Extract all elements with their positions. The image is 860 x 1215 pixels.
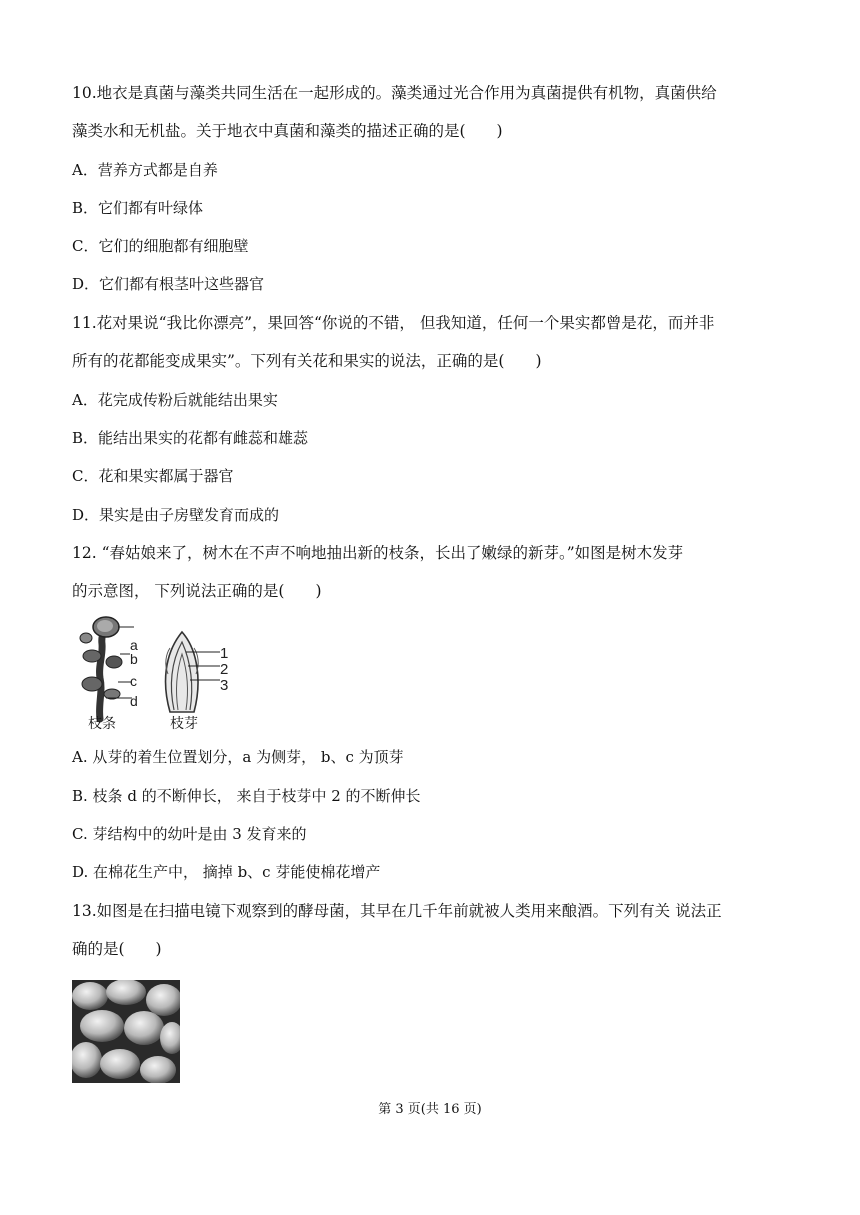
caption-branch: 枝条 [88, 716, 116, 732]
question-12-line-1: 12. “春姑娘来了，树木在不声不响地抽出新的枝条，长出了嫩绿的新芽。”如图是树木发芽 [72, 544, 684, 562]
label-d: d [130, 693, 138, 709]
question-10-option-c: C．它们的细胞都有细胞壁 [72, 237, 249, 255]
branch-drawing [80, 617, 134, 719]
question-11-option-c: C．花和果实都属于器官 [72, 467, 234, 485]
question-12-option-b: B. 枝条 d 的不断伸长， 来自于枝芽中 2 的不断伸长 [72, 787, 421, 805]
question-11-option-d: D．果实是由子房壁发育而成的 [72, 506, 280, 524]
question-11-option-b: B．能结出果实的花都有雌蕊和雄蕊 [72, 429, 309, 447]
question-11-line-1: 11.花对果说“我比你漂亮”，果回答“你说的不错， 但我知道，任何一个果实都曾是花，而并非 [72, 314, 715, 332]
question-12-option-a: A. 从芽的着生位置划分，a 为侧芽， b、c 为顶芽 [72, 748, 404, 766]
question-12-option-d: D. 在棉花生产中， 摘掉 b、c 芽能使棉花增产 [72, 863, 381, 881]
question-12-option-c: C. 芽结构中的幼叶是由 3 发育来的 [72, 825, 307, 843]
question-10-line-1: 10.地衣是真菌与藻类共同生活在一起形成的。藻类通过光合作用为真菌提供有机物，真菌供给 [72, 84, 717, 102]
label-a: a [130, 637, 138, 653]
page-footer: 第 3 页(共 16 页) [378, 1102, 482, 1117]
branch-bud-diagram [70, 614, 240, 734]
branch-bud-illustration [70, 614, 240, 734]
yeast-micrograph [72, 980, 180, 1083]
question-13-line-1: 13.如图是在扫描电镜下观察到的酵母菌，其早在几千年前就被人类用来酿酒。下列有关 说法正 [72, 902, 722, 920]
bud-drawing [166, 632, 220, 712]
question-10-option-a: A．营养方式都是自养 [72, 161, 218, 179]
question-10-line-2: 藻类水和无机盐。关于地衣中真菌和藻类的描述正确的是( ) [72, 122, 503, 140]
question-10-option-b: B．它们都有叶绿体 [72, 199, 204, 217]
label-1: 1 [220, 645, 229, 662]
label-3: 3 [220, 677, 229, 694]
label-b: b [130, 651, 138, 667]
question-12-line-2: 的示意图， 下列说法正确的是( ) [72, 582, 322, 600]
question-11-option-a: A．花完成传粉后就能结出果实 [72, 391, 278, 409]
question-13-line-2: 确的是( ) [72, 940, 162, 958]
question-11-line-2: 所有的花都能变成果实”。下列有关花和果实的说法，正确的是( ) [72, 352, 542, 370]
label-2: 2 [220, 661, 229, 678]
caption-bud: 枝芽 [170, 716, 198, 732]
question-10-option-d: D．它们都有根茎叶这些器官 [72, 275, 265, 293]
yeast-micrograph-image [72, 980, 180, 1083]
label-c: c [130, 673, 137, 689]
